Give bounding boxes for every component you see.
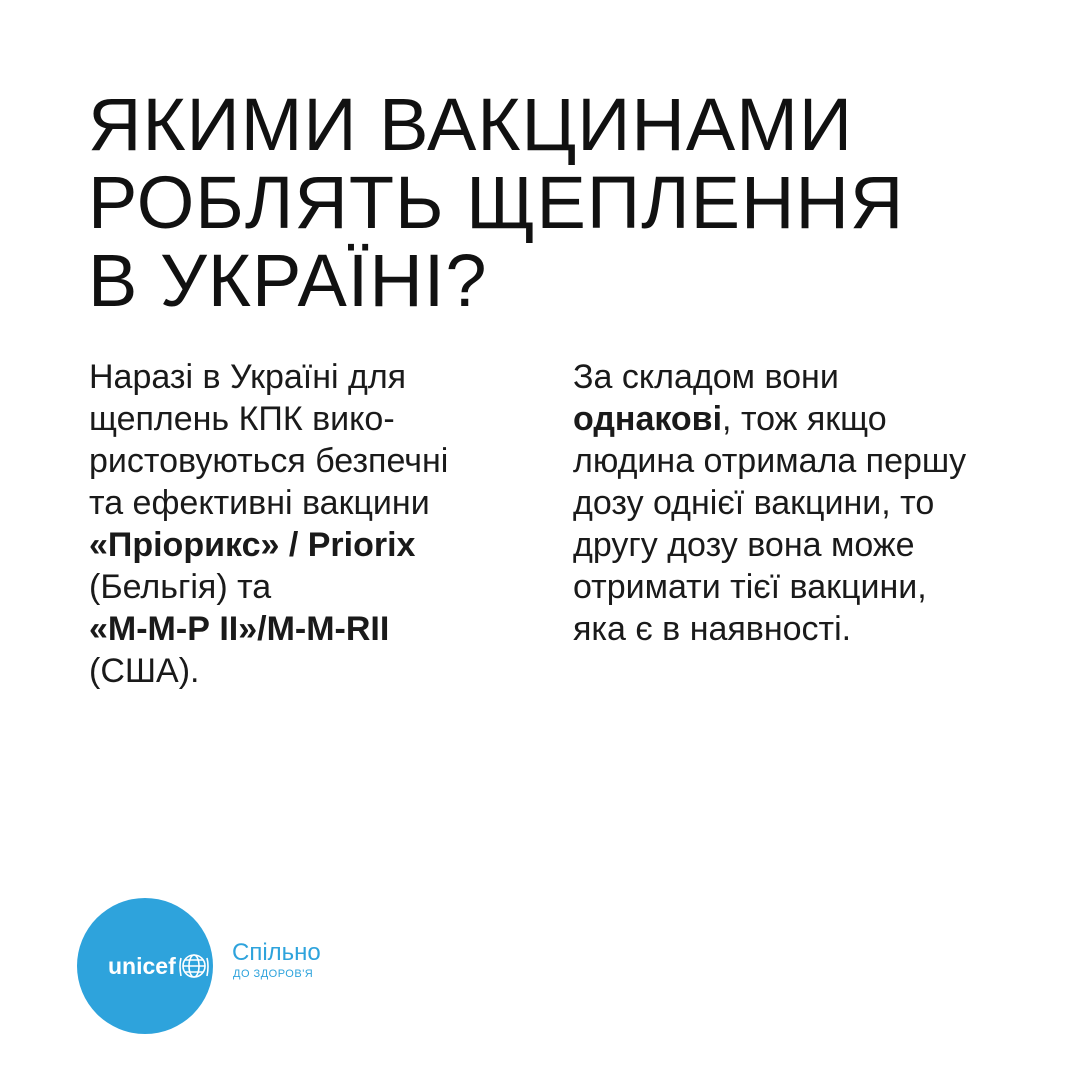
- vaccine-name-priorix: «Пріорикс» / Priorix: [89, 526, 416, 564]
- left-line-3: ристовуються безпечні: [89, 442, 449, 480]
- unicef-logo-block: [76, 884, 376, 1054]
- right-line-5: другу дозу вона може: [573, 526, 915, 564]
- unicef-wordmark: unicef: [108, 953, 176, 979]
- title-line-1: ЯКИМИ ВАКЦИНАМИ: [88, 83, 854, 166]
- left-text-column: [89, 356, 529, 692]
- right-line-2-rest: , тож якщо: [722, 400, 887, 438]
- left-line-8: (США).: [89, 652, 200, 690]
- left-line-6: (Бельгія) та: [89, 568, 272, 606]
- left-line-7: [89, 608, 529, 650]
- right-line-4: дозу однієї вакцини, то: [573, 484, 935, 522]
- right-line-1: За складом вони: [573, 358, 839, 396]
- emphasis-identical: однакові: [573, 400, 723, 438]
- right-line-2: [573, 398, 1033, 440]
- title-line-3: В УКРАЇНІ?: [88, 239, 488, 322]
- vaccine-name-mmrii: «М-М-Р ІІ»/M-M-RII: [89, 610, 390, 648]
- right-line-7: яка є в наявності.: [573, 610, 852, 648]
- left-line-1: Наразі в Україні для: [89, 358, 407, 396]
- title-line-2: РОБЛЯТЬ ЩЕПЛЕННЯ: [88, 161, 905, 244]
- unicef-logo-icon: [76, 884, 226, 1054]
- right-text-column: [573, 356, 1033, 650]
- left-line-5: [89, 524, 529, 566]
- left-line-4: та ефективні вакцини: [89, 484, 430, 522]
- page-title: [88, 83, 988, 322]
- right-line-3: людина отримала першу: [573, 442, 967, 480]
- brand-tagline: ДО ЗДОРОВ'Я: [233, 968, 314, 980]
- right-line-6: отримати тієї вакцини,: [573, 568, 927, 606]
- brand-name: Спільно: [232, 939, 321, 966]
- left-line-2: щеплень КПК вико-: [89, 400, 395, 438]
